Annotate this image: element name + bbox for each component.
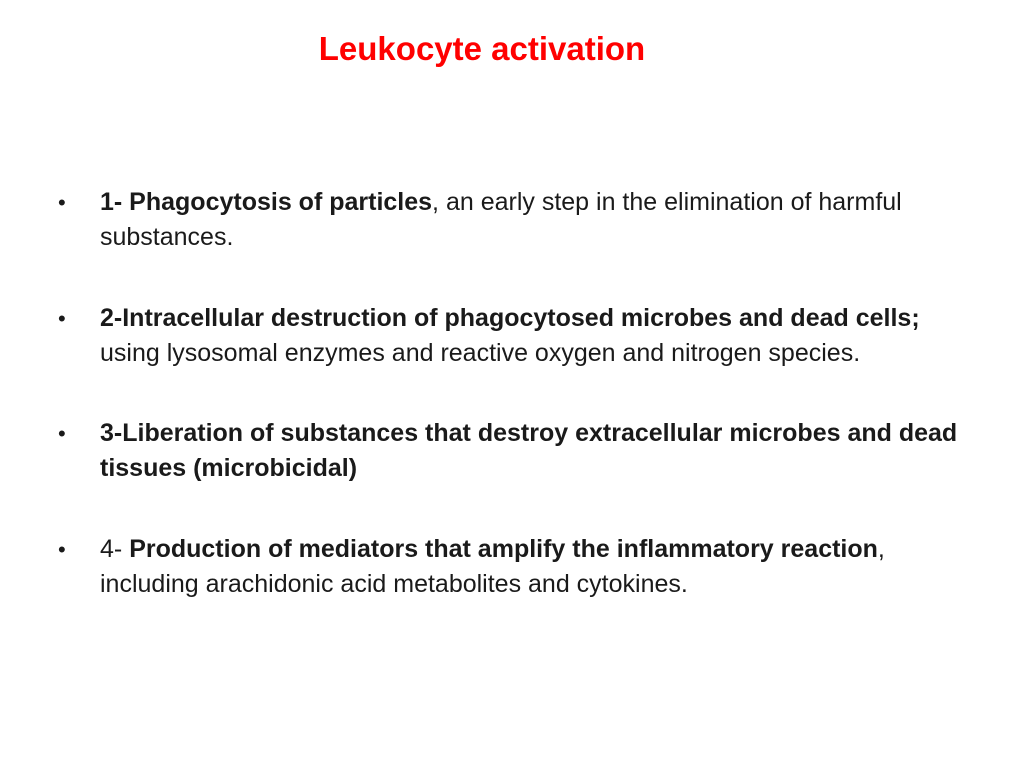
bullet-dot-icon: • <box>58 421 66 446</box>
bullet-4-bold: Production of mediators that amplify the inflammatory reaction <box>129 535 878 563</box>
bullet-item-1 <box>58 185 958 255</box>
bullet-1-text: , an early step in the elimination of harmful substances. <box>100 188 902 251</box>
bullet-4-text: , including arachidonic acid metabolites and cytokines. <box>100 535 885 598</box>
bullet-item-2 <box>58 301 958 371</box>
bullet-dot-icon: • <box>58 537 66 562</box>
bullet-item-3 <box>58 416 958 486</box>
bullet-1-bold: 1- Phagocytosis of particles <box>100 188 433 216</box>
slide-title: Leukocyte activation <box>318 30 646 67</box>
bullet-2-text: using lysosomal enzymes and reactive oxygen and nitrogen species. <box>100 339 861 367</box>
bullet-dot-icon: • <box>58 306 66 331</box>
bullet-4-lead: 4- <box>100 535 130 563</box>
bullet-dot-icon: • <box>58 190 66 215</box>
bullet-item-4 <box>58 532 958 602</box>
bullet-3-bold: 3-Liberation of substances that destroy extracellular microbes and dead tissues (microbicidal) <box>100 419 958 482</box>
bullet-2-bold: 2-Intracellular destruction of phagocytosed microbes and dead cells; <box>100 304 920 332</box>
bullet-list <box>58 185 958 648</box>
